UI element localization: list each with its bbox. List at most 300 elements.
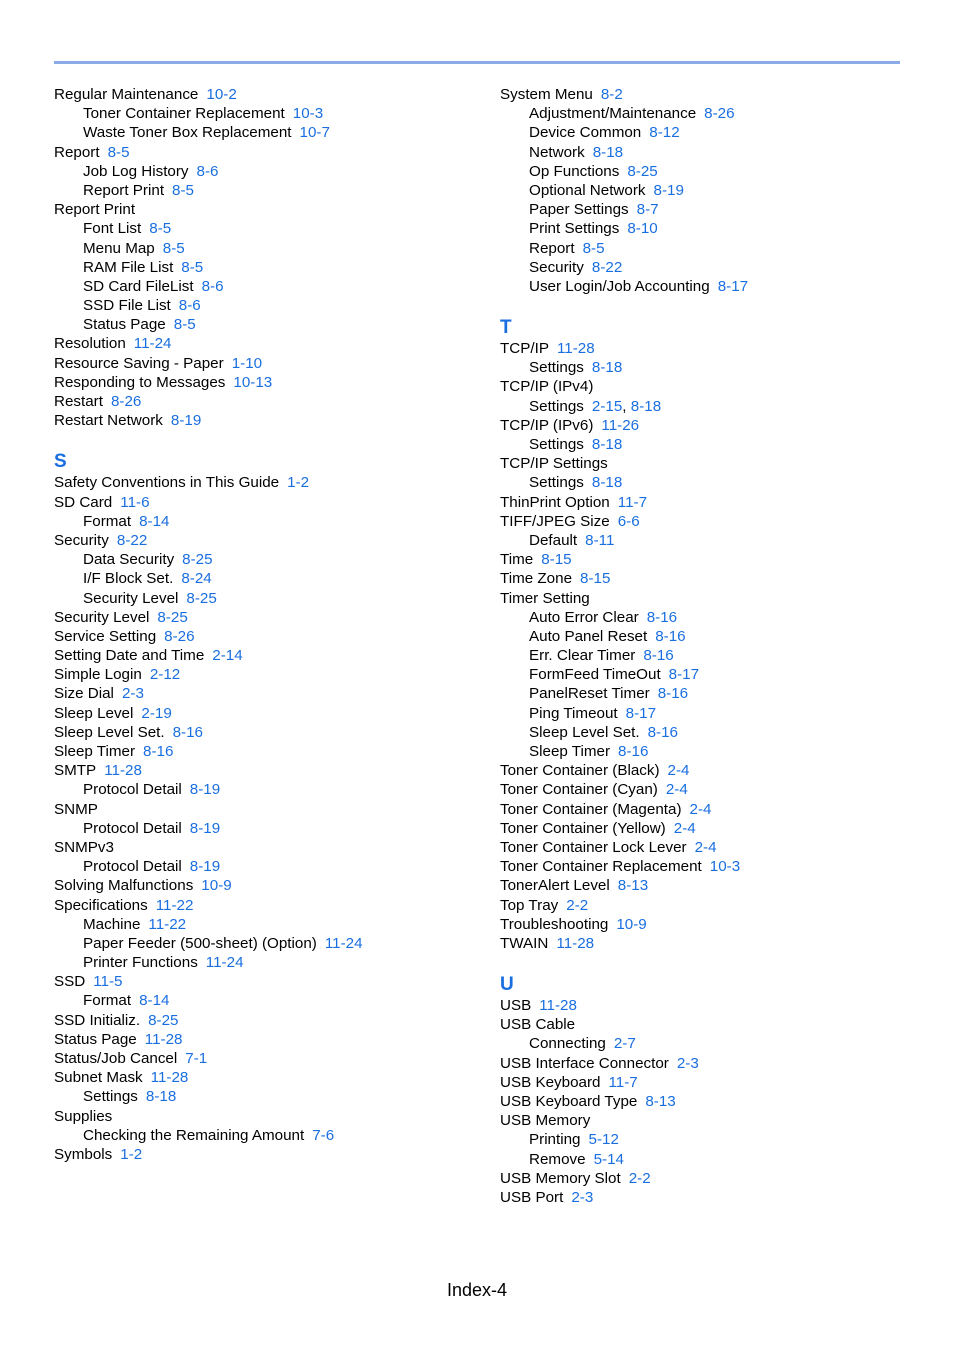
index-term: Security — [54, 531, 109, 549]
page-ref-link[interactable]: 10-9 — [201, 877, 232, 895]
index-subentry — [500, 219, 900, 238]
index-term: TonerAlert Level — [500, 877, 610, 895]
index-entry — [500, 996, 900, 1015]
page-ref-link[interactable]: 5-12 — [588, 1131, 619, 1149]
page-ref-link[interactable]: 10-3 — [709, 858, 741, 876]
index-term: Printing — [529, 1131, 581, 1149]
index-term: Report — [54, 143, 100, 161]
index-subentry — [500, 104, 900, 123]
page-ref-link[interactable]: 8-19 — [170, 412, 202, 430]
index-entry — [54, 531, 484, 550]
index-entry — [54, 493, 484, 512]
index-term: USB Memory Slot — [500, 1169, 621, 1187]
index-subentry — [54, 296, 484, 315]
index-entry — [500, 493, 900, 512]
page-ref-link[interactable]: 8-26 — [110, 393, 142, 410]
page-ref-link[interactable]: 8-5 — [582, 239, 605, 257]
index-term: SNMPv3 — [54, 838, 114, 856]
page-ref-link[interactable]: 11-24 — [324, 934, 363, 952]
index-subentry — [500, 200, 900, 219]
index-term: Sleep Level Set. — [529, 723, 640, 741]
page-ref-link[interactable]: 11-28 — [556, 340, 595, 358]
page-ref-link[interactable]: 10-2 — [206, 86, 237, 103]
page-ref-link[interactable]: 1-10 — [231, 354, 263, 372]
index-subentry — [54, 239, 484, 258]
index-term: Sleep Level — [54, 704, 134, 722]
page-ref-link[interactable]: 8-15 — [580, 570, 611, 588]
index-term: TCP/IP Settings — [500, 455, 608, 473]
page-ref-link[interactable]: 2-3 — [121, 685, 144, 703]
index-term: Paper Settings — [529, 201, 629, 219]
index-entry — [54, 85, 484, 104]
index-entry — [500, 339, 900, 358]
page-ref-link[interactable]: 7-1 — [185, 1050, 208, 1067]
index-entry — [54, 684, 484, 703]
page-ref-link[interactable]: 8-15 — [541, 551, 572, 569]
index-column-right — [500, 85, 900, 1207]
index-entry — [54, 665, 484, 684]
index-subentry — [500, 665, 900, 684]
index-entry — [500, 876, 900, 895]
index-term: Settings — [83, 1088, 138, 1106]
index-term: Status Page — [54, 1030, 137, 1048]
index-term: I/F Block Set. — [83, 570, 174, 588]
page-ref-link[interactable]: 2-7 — [613, 1035, 636, 1053]
index-entry — [54, 1049, 484, 1068]
page-ref-link[interactable]: 5-14 — [593, 1150, 624, 1168]
index-entry — [500, 896, 900, 915]
index-subentry — [54, 315, 484, 334]
index-term: SSD — [54, 973, 86, 991]
page-ref-link[interactable]: 6-6 — [617, 512, 640, 530]
page-ref-link[interactable]: 11-5 — [93, 973, 123, 991]
index-term: Solving Malfunctions — [54, 877, 194, 895]
page-ref-link[interactable]: 10-9 — [616, 915, 647, 933]
page-ref-link[interactable]: 2-14 — [212, 647, 243, 665]
page-ref-link[interactable]: 8-13 — [617, 877, 649, 895]
index-subentry: Settings 2-15, 8-18 — [529, 397, 662, 415]
index-term: User Login/Job Accounting — [529, 277, 710, 295]
section-letter: T — [500, 317, 512, 339]
index-term: Settings — [529, 359, 584, 377]
index-term: SD Card FileList — [83, 277, 194, 295]
index-term: Optional Network — [529, 181, 646, 199]
index-subentry — [500, 435, 900, 454]
index-column-left — [54, 85, 484, 1164]
page-number: Index-4 — [446, 1280, 508, 1300]
index-term: Top Tray — [500, 896, 559, 914]
page-ref-link[interactable]: 8-5 — [149, 220, 172, 238]
index-term: Protocol Detail — [83, 858, 182, 876]
index-term: Settings — [529, 397, 584, 415]
index-term: Op Functions — [529, 162, 620, 180]
index-term: Report Print — [54, 201, 136, 219]
index-subentry — [54, 589, 484, 608]
index-subentry — [500, 181, 900, 200]
page-ref-link[interactable]: 8-26 — [164, 627, 195, 645]
index-subentry — [54, 991, 484, 1010]
page-ref-link[interactable]: 8-2 — [600, 86, 623, 103]
index-term: Auto Error Clear — [529, 608, 639, 626]
page-ref-link[interactable]: 8-16 — [643, 647, 674, 665]
index-term: Waste Toner Box Replacement — [83, 124, 292, 142]
index-entry — [54, 704, 484, 723]
index-subentry — [500, 723, 900, 742]
page-ref-link[interactable]: 11-28 — [556, 934, 595, 952]
page-ref-link[interactable]: 11-6 — [120, 493, 150, 511]
index-subentry — [54, 104, 484, 123]
index-term: Security — [529, 258, 584, 276]
index-subentry — [500, 277, 900, 296]
index-term: Restart Network — [54, 412, 163, 430]
index-term: Subnet Mask — [54, 1069, 143, 1087]
index-entry — [500, 1169, 900, 1188]
page-ref-link[interactable]: 8-18 — [145, 1088, 177, 1106]
index-term: Security Level — [83, 589, 179, 607]
index-subentry — [54, 550, 484, 569]
page-ref-link[interactable]: 11-22 — [148, 915, 187, 933]
index-term: Restart — [54, 393, 103, 410]
index-subentry — [500, 358, 900, 377]
page-ref-link[interactable]: 8-26 — [704, 105, 735, 123]
index-term: Checking the Remaining Amount — [83, 1126, 305, 1144]
index-subentry — [500, 258, 900, 277]
index-term: Simple Login — [54, 666, 142, 684]
page-ref-link[interactable]: 8-12 — [649, 124, 680, 142]
index-term: Toner Container Lock Lever — [500, 838, 687, 856]
index-entry — [54, 1107, 484, 1126]
index-subentry — [54, 123, 484, 142]
index-entry — [54, 761, 484, 780]
page-ref-link[interactable]: 11-28 — [539, 997, 577, 1015]
index-term: Responding to Messages — [54, 373, 226, 391]
index-entry — [500, 1015, 900, 1034]
page-ref-link[interactable]: 2-2 — [566, 896, 589, 914]
index-term: Size Dial — [54, 685, 114, 703]
page-ref-link[interactable]: 8-25 — [157, 608, 188, 626]
page-ref-link[interactable]: 8-19 — [189, 858, 221, 876]
index-entry — [54, 143, 484, 162]
section-letter: S — [54, 451, 67, 473]
index-subentry — [500, 123, 900, 142]
index-entry — [500, 569, 900, 588]
index-subentry — [500, 704, 900, 723]
index-term: Toner Container (Yellow) — [500, 819, 666, 837]
page-ref-link[interactable]: 8-16 — [657, 685, 689, 703]
index-subentry — [500, 646, 900, 665]
page-ref-link[interactable]: 10-13 — [233, 373, 273, 391]
index-term: Report — [529, 239, 575, 257]
index-subentry — [500, 684, 900, 703]
page-ref-link[interactable]: 8-17 — [625, 704, 657, 722]
page-ref-link[interactable]: 8-16 — [618, 743, 649, 760]
page-ref-link[interactable]: 2-15 — [591, 397, 623, 415]
index-term: Sleep Timer — [54, 743, 136, 760]
page-ref-link[interactable]: 8-25 — [182, 551, 213, 569]
page-ref-link[interactable]: 11-26 — [601, 416, 640, 434]
index-subentry — [54, 219, 484, 238]
index-entry — [500, 512, 900, 531]
index-term: USB — [500, 997, 532, 1015]
index-term: Setting Date and Time — [54, 647, 205, 665]
page-ref-link[interactable]: 11-28 — [144, 1030, 183, 1048]
page-ref-link[interactable]: 2-2 — [628, 1169, 651, 1187]
index-entry — [500, 800, 900, 819]
page-ref-link[interactable]: 8-22 — [116, 531, 148, 549]
index-term: Menu Map — [83, 239, 155, 257]
index-entry — [500, 857, 900, 876]
index-term: TCP/IP (IPv4) — [500, 378, 594, 396]
index-term: USB Port — [500, 1188, 564, 1206]
index-subentry — [54, 277, 484, 296]
index-entry — [54, 876, 484, 895]
index-term: Troubleshooting — [500, 915, 609, 933]
index-term: TWAIN — [500, 934, 549, 952]
page-ref-link[interactable]: 8-16 — [172, 723, 204, 741]
index-term: Remove — [529, 1150, 586, 1168]
page-ref-link[interactable]: 2-12 — [149, 666, 181, 684]
page-ref-link[interactable]: 8-5 — [173, 316, 196, 334]
index-entry — [54, 411, 484, 430]
page-ref-link[interactable]: 8-18 — [592, 143, 624, 161]
page-ref-link[interactable]: 8-6 — [201, 277, 224, 295]
index-entry — [54, 972, 484, 991]
index-subentry — [500, 473, 900, 492]
page-ref-link[interactable]: 11-24 — [133, 335, 172, 353]
index-term: Format — [83, 992, 132, 1010]
index-entry — [54, 1011, 484, 1030]
index-entry — [54, 392, 484, 411]
index-subentry — [500, 627, 900, 646]
index-term: Settings — [529, 436, 584, 453]
index-term: Ping Timeout — [529, 704, 618, 722]
index-term: SMTP — [54, 762, 97, 780]
page-ref-link[interactable]: 1-2 — [120, 1145, 143, 1163]
page-ref-link[interactable]: 10-3 — [292, 105, 324, 123]
index-subentry — [54, 819, 484, 838]
index-term: FormFeed TimeOut — [529, 666, 661, 684]
index-entry — [54, 742, 484, 761]
page-ref-link[interactable]: 2-4 — [665, 781, 688, 799]
index-term: USB Keyboard — [500, 1073, 601, 1091]
page-ref-link[interactable]: 11-24 — [205, 954, 244, 972]
page-ref-link[interactable]: 8-17 — [717, 277, 749, 295]
index-entry — [54, 1068, 484, 1087]
index-subentry — [54, 258, 484, 277]
page-ref-link[interactable]: 8-18 — [591, 359, 623, 377]
index-term: Job Log History — [83, 162, 189, 180]
index-term: Specifications — [54, 896, 148, 914]
index-term: Device Common — [529, 124, 642, 142]
index-entry — [500, 1188, 900, 1207]
index-term: Err. Clear Timer — [529, 647, 636, 665]
index-entry — [500, 934, 900, 953]
index-term: Format — [83, 512, 132, 530]
page-ref-link[interactable]: 8-18 — [591, 436, 623, 453]
index-entry — [54, 723, 484, 742]
index-subentry — [54, 1087, 484, 1106]
index-entry — [500, 1073, 900, 1092]
page-ref-link[interactable]: 7-6 — [312, 1126, 335, 1144]
page-ref-link[interactable]: 8-14 — [139, 992, 170, 1010]
index-subentry — [500, 162, 900, 181]
index-term: Auto Panel Reset — [529, 627, 648, 645]
index-term: PanelReset Timer — [529, 685, 650, 703]
index-term: Security Level — [54, 608, 150, 626]
page-ref-link[interactable]: 2-3 — [571, 1188, 594, 1206]
page-ref-link[interactable]: 8-5 — [172, 181, 194, 199]
page-ref-link[interactable]: 8-7 — [636, 201, 659, 219]
index-subentry — [54, 569, 484, 588]
page-ref-link[interactable]: 8-25 — [627, 162, 658, 180]
index-subentry — [500, 143, 900, 162]
index-term: Network — [529, 143, 585, 161]
index-term: Default — [529, 531, 578, 549]
page-ref-link[interactable]: 2-4 — [689, 800, 712, 818]
page-ref-link[interactable]: 11-22 — [155, 896, 194, 914]
index-term: Data Security — [83, 551, 175, 569]
index-term: TCP/IP — [500, 340, 549, 358]
page-ref-link[interactable]: 8-13 — [645, 1093, 676, 1110]
page-ref-link[interactable]: 8-5 — [162, 239, 185, 257]
index-entry — [54, 1145, 484, 1164]
index-term: Report Print — [83, 181, 165, 199]
page-ref-link[interactable]: 8-16 — [143, 743, 174, 760]
index-term: SD Card — [54, 493, 113, 511]
index-term: Toner Container (Cyan) — [500, 781, 658, 799]
index-term: Sleep Level Set. — [54, 723, 165, 741]
page-ref-link[interactable]: 8-16 — [647, 723, 679, 741]
index-term: Paper Feeder (500-sheet) (Option) — [83, 934, 317, 952]
index-entry — [54, 373, 484, 392]
index-term: ThinPrint Option — [500, 493, 610, 511]
index-term: Settings — [529, 474, 584, 492]
index-subentry — [500, 1150, 900, 1169]
index-subentry — [54, 1126, 484, 1145]
index-term: Toner Container (Magenta) — [500, 800, 682, 818]
page-ref-link[interactable]: 8-6 — [196, 162, 219, 180]
index-entry — [54, 608, 484, 627]
page-ref-link[interactable]: 8-16 — [646, 608, 678, 626]
index-entry — [500, 454, 900, 473]
index-term: Printer Functions — [83, 954, 198, 972]
index-term: Print Settings — [529, 220, 620, 238]
index-term: Toner Container (Black) — [500, 762, 660, 780]
index-entry — [500, 416, 900, 435]
header-rule — [54, 61, 900, 64]
index-term: Status/Job Cancel — [54, 1050, 178, 1067]
page-ref-link[interactable]: 10-7 — [299, 124, 330, 142]
page-ref-link[interactable]: 2-4 — [673, 819, 696, 837]
index-subentry — [54, 953, 484, 972]
index-entry — [500, 838, 900, 857]
index-subentry — [54, 162, 484, 181]
index-term: Time Zone — [500, 570, 573, 588]
index-entry — [500, 915, 900, 934]
index-subentry — [54, 934, 484, 953]
page-ref-link[interactable]: 11-7 — [617, 493, 648, 511]
index-entry — [54, 646, 484, 665]
index-subentry — [500, 531, 900, 550]
page-ref-link[interactable]: 8-6 — [178, 297, 201, 315]
page-ref-link[interactable]: 8-11 — [585, 531, 615, 549]
index-subentry — [500, 239, 900, 258]
page-ref-link[interactable]: 8-25 — [148, 1011, 179, 1029]
index-subentry — [54, 857, 484, 876]
page-ref-link[interactable]: 2-4 — [667, 762, 690, 780]
page-ref-link[interactable]: 8-10 — [627, 220, 658, 238]
index-entry — [500, 550, 900, 569]
index-term: USB Interface Connector — [500, 1054, 669, 1072]
index-term: RAM File List — [83, 258, 174, 276]
index-term: Protocol Detail — [83, 819, 182, 837]
index-subentry — [54, 181, 484, 200]
index-term: Safety Conventions in This Guide — [54, 474, 280, 492]
page-ref-link[interactable]: 11-28 — [104, 762, 142, 780]
page-ref-link[interactable]: 8-22 — [591, 258, 623, 276]
index-term: Resource Saving - Paper — [54, 354, 224, 372]
page-ref-link[interactable]: 11-28 — [150, 1069, 189, 1087]
page-ref-link[interactable]: 2-4 — [694, 838, 717, 856]
page-ref-link[interactable]: 8-14 — [139, 512, 170, 530]
index-entry — [500, 1092, 900, 1111]
page-ref-link[interactable]: 8-5 — [107, 143, 130, 161]
page-ref-link[interactable]: 11-7 — [608, 1073, 638, 1091]
index-term: Machine — [83, 915, 141, 933]
index-term: SSD Initializ. — [54, 1011, 141, 1029]
page-ref-link[interactable]: 2-3 — [676, 1054, 699, 1072]
page-ref-link[interactable]: 2-19 — [141, 704, 172, 722]
index-term: System Menu — [500, 86, 593, 103]
index-term: Regular Maintenance — [54, 86, 199, 103]
index-entry — [500, 780, 900, 799]
index-entry — [500, 761, 900, 780]
index-term: Connecting — [529, 1035, 606, 1053]
page-ref-link[interactable]: 8-5 — [181, 258, 204, 276]
section-letter: U — [500, 974, 514, 996]
index-subentry — [54, 915, 484, 934]
page-ref-link[interactable]: 8-18 — [630, 397, 662, 415]
page-ref-link[interactable]: 8-19 — [653, 181, 684, 199]
index-term: Supplies — [54, 1107, 113, 1125]
page-ref-link[interactable]: 8-16 — [655, 627, 686, 645]
index-term: USB Keyboard Type — [500, 1093, 638, 1110]
index-term: Font List — [83, 220, 142, 238]
page-ref-link[interactable]: 1-2 — [287, 474, 310, 492]
page-ref-link[interactable]: 8-25 — [186, 589, 217, 607]
page-ref-link[interactable]: 8-19 — [189, 781, 221, 799]
index-term: TIFF/JPEG Size — [500, 512, 610, 530]
index-term: Protocol Detail — [83, 781, 182, 799]
page-ref-link[interactable]: 8-24 — [181, 570, 212, 588]
index-entry — [54, 1030, 484, 1049]
index-subentry — [500, 1130, 900, 1149]
index-term: TCP/IP (IPv6) — [500, 416, 594, 434]
page-ref-link[interactable]: 8-18 — [591, 474, 623, 492]
index-entry — [54, 800, 484, 819]
index-subentry — [54, 512, 484, 531]
page-ref-link[interactable]: 8-17 — [668, 666, 700, 684]
index-term: Toner Container Replacement — [83, 105, 285, 123]
index-entry — [500, 85, 900, 104]
index-subentry — [500, 1034, 900, 1053]
index-term: Timer Setting — [500, 589, 590, 607]
index-term: Service Setting — [54, 627, 157, 645]
index-term: Toner Container Replacement — [500, 858, 702, 876]
index-term: USB Cable — [500, 1016, 576, 1034]
page-ref-link[interactable]: 8-19 — [189, 819, 221, 837]
index-subentry — [500, 608, 900, 627]
